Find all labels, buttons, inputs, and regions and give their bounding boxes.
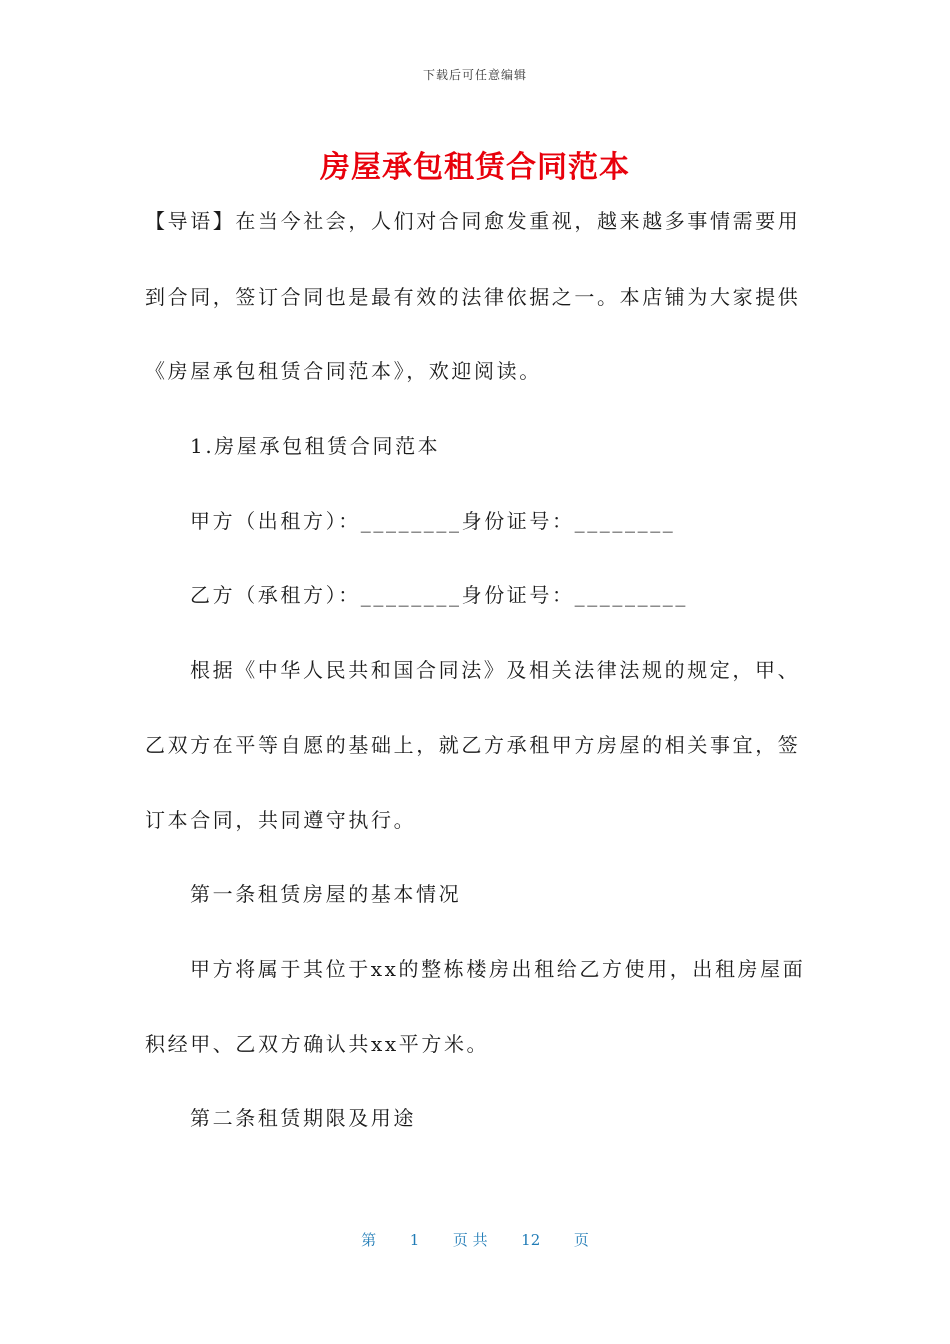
body-line: 积经甲、乙双方确认共xx平方米。: [145, 1032, 490, 1056]
footer-suffix: 页: [573, 1231, 589, 1249]
party-b-line: 乙方（承租方）：________身份证号：_________: [190, 583, 688, 607]
footer-middle: 页 共: [452, 1231, 488, 1249]
article-heading: 第二条租赁期限及用途: [190, 1106, 416, 1130]
current-page-number: 1: [409, 1231, 420, 1249]
body-line: 《房屋承包租赁合同范本》，欢迎阅读。: [145, 359, 542, 383]
party-a-line: 甲方（出租方）：________身份证号：________: [190, 509, 676, 533]
section-heading: 1.房屋承包租赁合同范本: [190, 434, 441, 458]
body-line: 乙双方在平等自愿的基础上，就乙方承租甲方房屋的相关事宜，签: [145, 733, 801, 757]
body-line: 【导语】在当今社会，人们对合同愈发重视，越来越多事情需要用: [145, 209, 801, 233]
body-line: 甲方将属于其位于xx的整栋楼房出租给乙方使用，出租房屋面: [190, 957, 806, 981]
article-heading: 第一条租赁房屋的基本情况: [190, 882, 462, 906]
header-note: 下载后可任意编辑: [422, 68, 527, 82]
body-line: 订本合同，共同遵守执行。: [145, 808, 417, 832]
body-line: 到合同，签订合同也是最有效的法律依据之一。本店铺为大家提供: [145, 285, 801, 309]
total-pages-number: 12: [521, 1231, 541, 1249]
footer-prefix: 第: [361, 1231, 377, 1249]
page-footer: [0, 1229, 950, 1250]
document-title: 房屋承包租赁合同范本: [320, 150, 630, 185]
body-line: 根据《中华人民共和国合同法》及相关法律法规的规定，甲、: [190, 658, 801, 682]
